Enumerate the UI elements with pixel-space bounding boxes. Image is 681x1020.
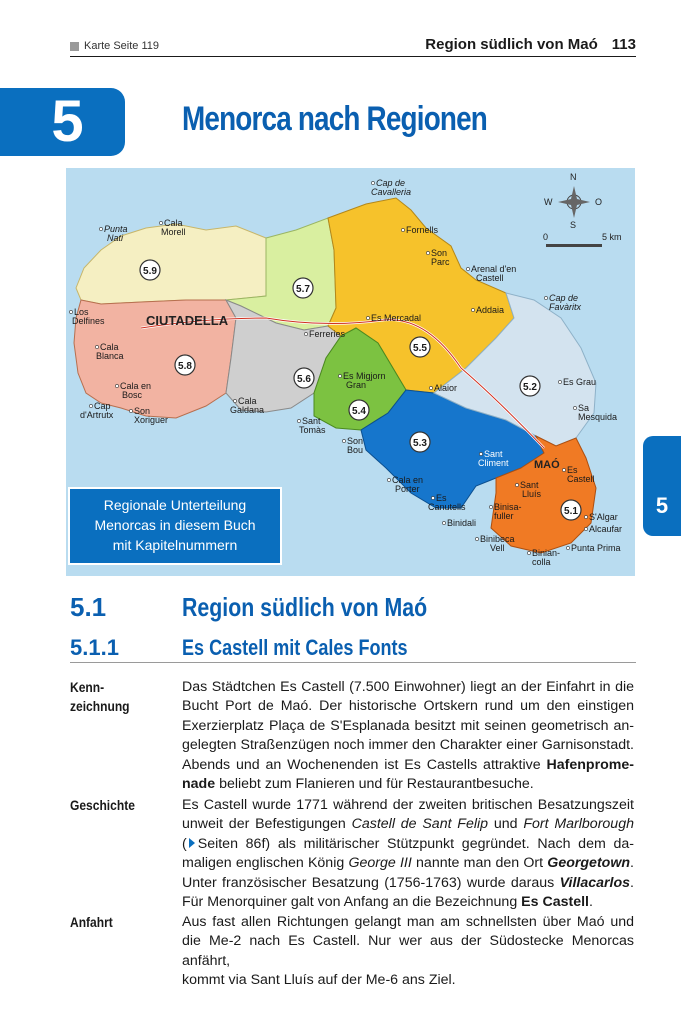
place-label: Fornells: [406, 225, 439, 235]
region-badge-label: 5.3: [413, 438, 427, 449]
text-line: [182, 775, 634, 794]
map-caption-line: Regionale Unterteilung: [103, 497, 247, 513]
place-label: Cala en: [120, 381, 152, 391]
place-label: Gran: [346, 380, 367, 390]
place-label: Parc: [431, 257, 450, 267]
place-label: Morell: [161, 227, 186, 237]
place-label: Punta Prima: [571, 543, 621, 553]
text-span: .: [630, 874, 634, 891]
place-dot: [371, 181, 374, 184]
chapter-thumb-tab: [643, 436, 681, 536]
place-dot: [89, 404, 92, 407]
place-label: Es Grau: [563, 377, 597, 387]
text-span: nannte man den Ort: [411, 855, 548, 872]
region-badge-label: 5.9: [143, 266, 157, 277]
subsection-divider: [70, 662, 636, 663]
place-label: Cap: [94, 401, 111, 411]
place-label: Nati: [107, 233, 124, 243]
text-bold: Hafenprome-: [546, 756, 634, 773]
text-bold: nade: [182, 776, 216, 793]
place-label: Cap de: [549, 293, 579, 303]
place-dot: [95, 345, 98, 348]
chapter-number-box: [0, 88, 125, 156]
text-span: maligen englischen König: [182, 855, 349, 872]
compass-w-label: W: [544, 197, 553, 207]
compass-o-label: O: [595, 197, 603, 207]
subsection-title: Es Castell mit Cales Fonts: [182, 635, 408, 660]
region-badge-label: 5.5: [413, 343, 427, 354]
place-label: Tomàs: [299, 425, 326, 435]
text-line: kommt via Sant Lluís auf der Me-6 ans Ziel.: [182, 972, 456, 989]
text-geschichte: [182, 796, 634, 912]
running-header-title: Region südlich von Maó: [425, 36, 598, 53]
place-label: Alcaufar: [589, 524, 623, 534]
place-label: Xoriguer: [134, 415, 169, 425]
place-dot: [562, 468, 565, 471]
text-span: Für Menorquiner galt von Anfang an die Bezeichnung: [182, 894, 522, 911]
text-anfahrt: [182, 913, 634, 991]
text-span: Seiten 86f) als militärischer Stützpunkt gegründet. Nach dem da-: [197, 835, 634, 852]
running-header: [425, 36, 636, 53]
text-line: [182, 874, 634, 893]
place-label: Binisa-: [494, 502, 522, 512]
text-bold: Es Castell: [521, 894, 589, 911]
region-badge-label: 5.7: [296, 284, 310, 295]
label-kennzeichnung-2: zeichnung: [70, 698, 130, 714]
place-label: Los: [74, 307, 89, 317]
text-line: [182, 815, 634, 834]
header-divider: [70, 56, 636, 57]
place-dot: [475, 537, 478, 540]
place-dot: [584, 515, 587, 518]
place-label: Es: [567, 465, 578, 475]
place-dot: [466, 267, 469, 270]
map-caption-line: Menorcas in diesem Buch: [94, 517, 256, 533]
ciutadella-label: CIUTADELLA: [146, 313, 229, 328]
place-label: Sant: [484, 449, 503, 459]
subsection-number: 5.1.1: [70, 635, 119, 660]
place-dot: [527, 551, 530, 554]
place-label: Cala: [164, 218, 183, 228]
region-badge-label: 5.8: [178, 361, 192, 372]
text-bold-italic: Georgetown: [547, 855, 631, 872]
place-label: Mesquida: [578, 412, 618, 422]
place-label: Lluís: [522, 489, 542, 499]
place-dot: [442, 521, 445, 524]
place-label: Porter: [395, 484, 420, 494]
place-label: Son: [431, 248, 448, 258]
place-dot: [584, 527, 587, 530]
page-number: 113: [611, 36, 636, 53]
place-label: d'Artrutx: [80, 410, 114, 420]
place-label: Bou: [347, 445, 364, 455]
label-kennzeichnung-1: Kenn-: [70, 679, 105, 695]
text-line: Exerzierplatz Plaça de S'Esplanada besitzt mit seinen geometrisch an-: [182, 717, 634, 734]
place-dot: [129, 409, 132, 412]
text-line: ( Seiten 86f) als militärischer Stützpunkt gegründet. Nach dem da-: [182, 835, 634, 852]
place-label: Galdana: [230, 405, 265, 415]
place-label: Castell: [476, 273, 504, 283]
place-dot: [69, 310, 72, 313]
text-line: [182, 756, 634, 775]
map-caption-line: mit Kapitelnummern: [112, 537, 238, 553]
place-dot: [115, 384, 118, 387]
text-line: Das Städtchen Es Castell (7.500 Einwohner) liegt an der Einfahrt in die: [182, 679, 634, 695]
place-dot: [401, 228, 404, 231]
place-label: Sant: [302, 416, 321, 426]
place-label: Alaior: [434, 383, 458, 393]
place-label: Cala en: [392, 475, 424, 485]
place-label: Delfines: [72, 316, 105, 326]
place-dot: [304, 332, 307, 335]
place-label: Es Mercadal: [371, 313, 422, 323]
place-dot: [515, 483, 518, 486]
thumb-tab-number: 5: [655, 493, 669, 518]
place-dot: [342, 439, 345, 442]
text-span: und: [488, 816, 524, 833]
text-span: .: [588, 894, 593, 911]
place-dot: [338, 374, 341, 377]
place-label: Son: [347, 436, 364, 446]
place-label: Cap de: [376, 178, 406, 188]
text-line: Es Castell wurde 1771 während der zweiten britischen Besatzungszeit: [182, 797, 634, 813]
text-line: [182, 893, 634, 912]
text-span: Unter französischer Besatzung (1756-1763) wurde daraus: [182, 874, 560, 891]
place-dot: [366, 316, 369, 319]
text-span: beliebt zum Flanieren und für Restaurantbesuche.: [215, 776, 534, 793]
section-title: Region südlich von Maó: [182, 592, 428, 622]
place-label: Ferreries: [309, 329, 346, 339]
place-dot: [573, 406, 576, 409]
section-number: 5.1: [70, 592, 107, 622]
place-dot: [426, 251, 429, 254]
compass-n-label: N: [570, 172, 577, 182]
text-italic: Fort Marlborough: [523, 816, 634, 833]
region-badge-label: 5.6: [297, 374, 311, 385]
text-span: Abends und an Wochenenden ist Es Castells attraktive: [182, 756, 541, 773]
place-label: Es Migjorn: [343, 371, 386, 381]
region-badge-label: 5.4: [352, 406, 366, 417]
chapter-number: 5: [51, 89, 84, 154]
place-label: Vell: [490, 543, 505, 553]
chapter-title: Menorca nach Regionen: [182, 100, 488, 138]
text-line: Bucht Port de Maó. Der historische Ortskern rund um den einstigen: [182, 698, 634, 715]
region-badge-label: 5.2: [523, 382, 537, 393]
place-label: Addaia: [476, 305, 505, 315]
compass-s-label: S: [570, 220, 577, 230]
text-line: [182, 854, 634, 873]
place-label: Favàritx: [549, 302, 582, 312]
place-label: Arenal d'en: [471, 264, 517, 274]
place-label: Cala: [238, 396, 257, 406]
place-dot: [429, 386, 432, 389]
label-anfahrt: Anfahrt: [70, 914, 113, 930]
place-label: Blanca: [96, 351, 124, 361]
place-label: Binibeca: [480, 534, 515, 544]
place-dot: [479, 452, 482, 455]
map-reference-text: Karte Seite 119: [84, 40, 160, 52]
place-dot: [431, 496, 434, 499]
label-kennzeichnung: [70, 678, 130, 716]
place-label: Sant: [520, 480, 539, 490]
label-geschichte: Geschichte: [70, 797, 135, 813]
place-label: Es: [436, 493, 447, 503]
place-label: Bosc: [122, 390, 143, 400]
place-label: Castell: [567, 474, 595, 484]
place-dot: [99, 227, 102, 230]
region-badge-label: 5.1: [564, 506, 578, 517]
place-dot: [387, 478, 390, 481]
map-svg: [66, 168, 635, 576]
text-line: Aus fast allen Richtungen gelangt man am schnellsten über Maó und: [182, 914, 634, 930]
place-label: Binidali: [447, 518, 477, 528]
place-label: Cala: [100, 342, 119, 352]
text-bold-italic: Villacarlos: [559, 874, 631, 891]
text-line: gelegten Straßenzügen noch immer den Charakter einer Garnisonstadt.: [182, 737, 634, 754]
place-label: Binian-: [532, 548, 561, 558]
place-dot: [566, 546, 569, 549]
place-dot: [558, 380, 561, 383]
place-dot: [159, 221, 162, 224]
text-italic: George III: [348, 855, 412, 872]
cross-reference-arrow-icon: [189, 838, 195, 848]
square-bullet-icon: [70, 42, 79, 51]
place-dot: [233, 399, 236, 402]
place-label: Sa: [578, 403, 590, 413]
place-label: Punta: [104, 224, 128, 234]
place-label: S'Algar: [589, 512, 618, 522]
text-span: .: [630, 855, 634, 872]
place-label: Cavalleria: [371, 187, 412, 197]
place-dot: [471, 308, 474, 311]
text-span: unweit der Befestigungen: [182, 816, 352, 833]
text-italic: Castell de Sant Felip: [351, 816, 489, 833]
place-label: Son: [134, 406, 151, 416]
place-dot: [489, 505, 492, 508]
place-dot: [297, 419, 300, 422]
text-line: die Me-2 nach Es Castell. Nur wer aus der Südostecke Menorcas anfährt,: [182, 933, 634, 969]
map-reference: [70, 40, 159, 52]
region-map: [66, 168, 635, 576]
place-dot: [544, 296, 547, 299]
place-label: colla: [532, 557, 551, 567]
mao-label: MAÓ: [534, 459, 560, 471]
scale-end-label: 5 km: [602, 232, 622, 242]
place-label: Climent: [478, 458, 509, 468]
scale-start-label: 0: [543, 232, 549, 242]
place-label: Canutells: [428, 502, 466, 512]
text-kennzeichnung: [182, 678, 634, 794]
place-label: fuller: [494, 511, 514, 521]
